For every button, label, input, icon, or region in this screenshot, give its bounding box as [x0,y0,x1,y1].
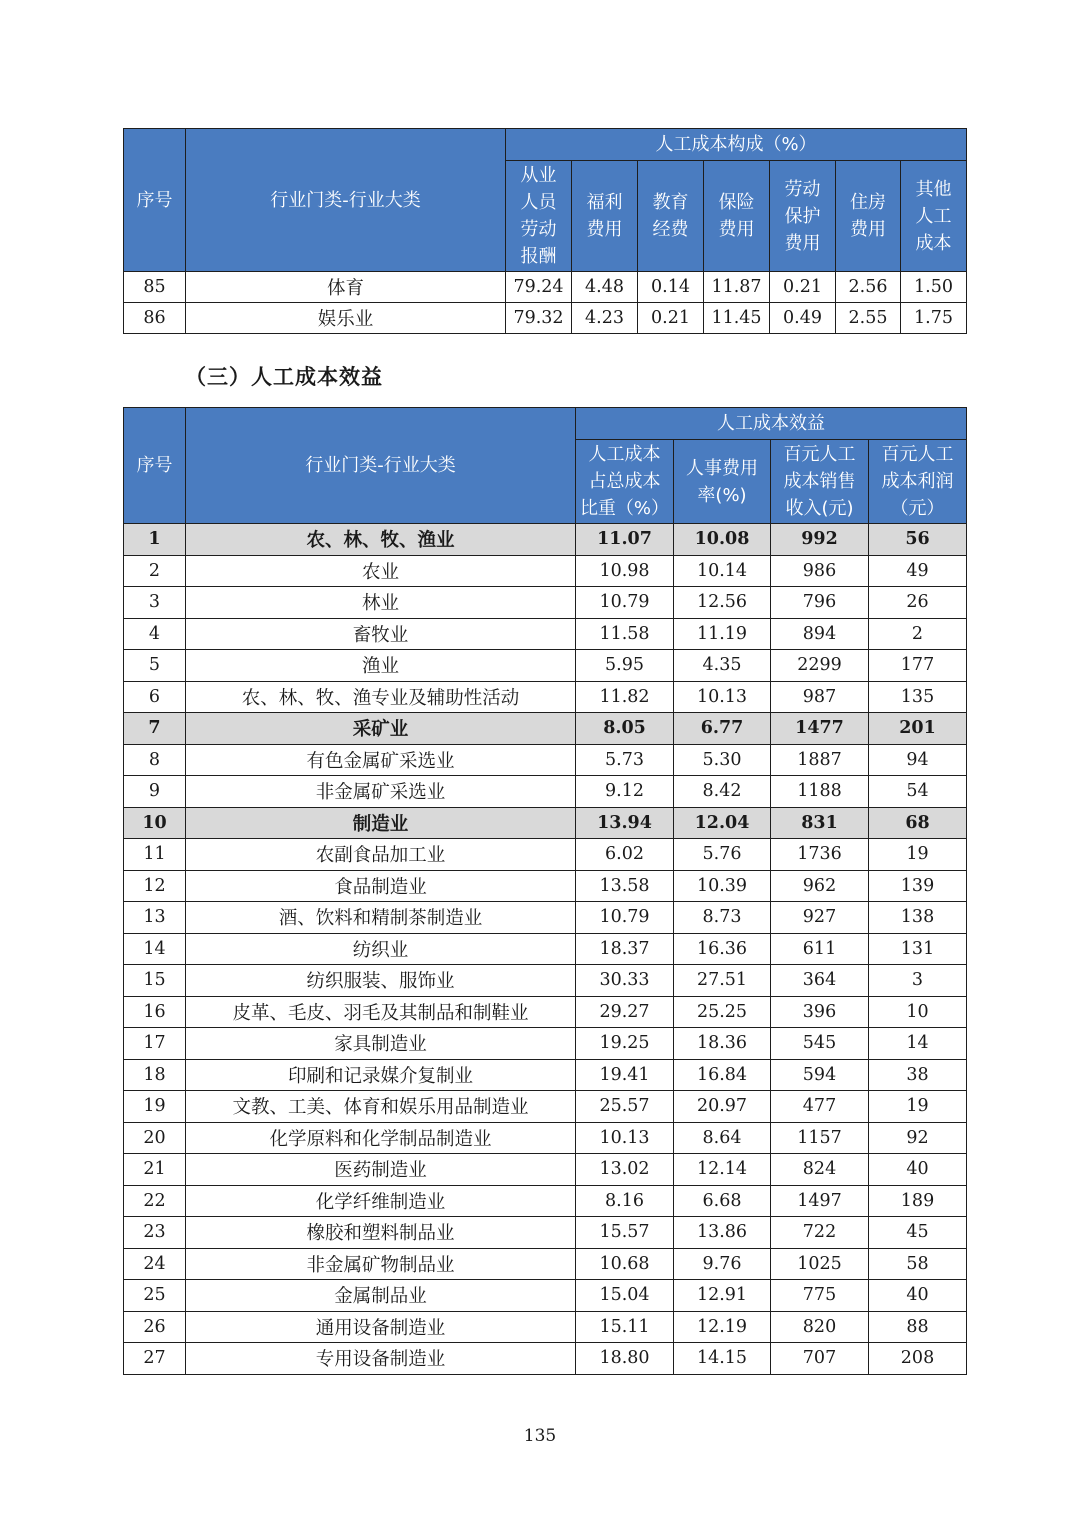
value-cell: 986 [771,555,869,587]
row-number: 9 [124,776,186,808]
value-cell: 9.76 [674,1248,771,1280]
value-cell: 545 [771,1028,869,1060]
header-col: 教育 经费 [638,161,704,272]
header-col: 住房 费用 [836,161,901,272]
table-row [124,1091,967,1123]
table-row [124,744,967,776]
value-cell: 11.07 [576,524,674,556]
industry-name: 制造业 [186,807,576,839]
table-row [124,1311,967,1343]
value-cell: 8.05 [576,713,674,745]
row-number: 27 [124,1343,186,1375]
value-cell: 0.49 [770,303,836,334]
value-cell: 5.76 [674,839,771,871]
value-cell: 8.73 [674,902,771,934]
value-cell: 6.68 [674,1185,771,1217]
value-cell: 0.14 [638,272,704,303]
value-cell: 79.24 [506,272,572,303]
industry-name: 农业 [186,555,576,587]
industry-name: 畜牧业 [186,618,576,650]
value-cell: 8.64 [674,1122,771,1154]
value-cell: 79.32 [506,303,572,334]
value-cell: 10.79 [576,587,674,619]
industry-name: 通用设备制造业 [186,1311,576,1343]
value-cell: 208 [869,1343,967,1375]
row-number: 16 [124,996,186,1028]
value-cell: 10 [869,996,967,1028]
value-cell: 11.87 [704,272,770,303]
value-cell: 0.21 [770,272,836,303]
row-number: 21 [124,1154,186,1186]
value-cell: 1477 [771,713,869,745]
value-cell: 831 [771,807,869,839]
value-cell: 2.56 [836,272,901,303]
value-cell: 1736 [771,839,869,871]
value-cell: 4.35 [674,650,771,682]
value-cell: 16.84 [674,1059,771,1091]
row-number: 17 [124,1028,186,1060]
header-col: 福利 费用 [572,161,638,272]
value-cell: 1.50 [901,272,967,303]
value-cell: 40 [869,1280,967,1312]
section-title: （三）人工成本效益 [185,365,383,389]
value-cell: 2.55 [836,303,901,334]
value-cell: 1025 [771,1248,869,1280]
header-col: 人工成本 占总成本 比重（%） [576,440,674,524]
value-cell: 14 [869,1028,967,1060]
value-cell: 49 [869,555,967,587]
industry-name: 化学原料和化学制品制造业 [186,1122,576,1154]
value-cell: 10.39 [674,870,771,902]
row-number: 12 [124,870,186,902]
value-cell: 824 [771,1154,869,1186]
table-row [124,902,967,934]
industry-name: 化学纤维制造业 [186,1185,576,1217]
table-row [124,996,967,1028]
table-row [124,776,967,808]
table-row [124,713,967,745]
value-cell: 364 [771,965,869,997]
value-cell: 13.86 [674,1217,771,1249]
value-cell: 4.48 [572,272,638,303]
value-cell: 19 [869,839,967,871]
table-row [124,555,967,587]
table-row [124,1154,967,1186]
value-cell: 12.14 [674,1154,771,1186]
table-row [124,1343,967,1375]
value-cell: 10.79 [576,902,674,934]
row-number: 86 [124,303,186,334]
industry-name: 采矿业 [186,713,576,745]
industry-name: 食品制造业 [186,870,576,902]
table-row [124,1248,967,1280]
value-cell: 1.75 [901,303,967,334]
industry-name: 酒、饮料和精制茶制造业 [186,902,576,934]
value-cell: 477 [771,1091,869,1123]
value-cell: 5.30 [674,744,771,776]
row-number: 6 [124,681,186,713]
industry-name: 渔业 [186,650,576,682]
header-col: 百元人工 成本销售 收入(元) [771,440,869,524]
industry-name: 农副食品加工业 [186,839,576,871]
value-cell: 820 [771,1311,869,1343]
table-row [124,1059,967,1091]
row-number: 13 [124,902,186,934]
value-cell: 12.19 [674,1311,771,1343]
header-group: 人工成本构成（%） [506,129,967,161]
value-cell: 19 [869,1091,967,1123]
value-cell: 10.13 [576,1122,674,1154]
value-cell: 10.98 [576,555,674,587]
value-cell: 987 [771,681,869,713]
value-cell: 13.94 [576,807,674,839]
value-cell: 14.15 [674,1343,771,1375]
industry-name: 橡胶和塑料制品业 [186,1217,576,1249]
row-number: 85 [124,272,186,303]
value-cell: 11.45 [704,303,770,334]
value-cell: 12.91 [674,1280,771,1312]
value-cell: 6.77 [674,713,771,745]
table-row [124,839,967,871]
value-cell: 45 [869,1217,967,1249]
value-cell: 8.16 [576,1185,674,1217]
industry-name: 纺织业 [186,933,576,965]
industry-name: 农、林、牧、渔业 [186,524,576,556]
table-row [124,1028,967,1060]
industry-name: 林业 [186,587,576,619]
value-cell: 611 [771,933,869,965]
header-col: 百元人工 成本利润 （元） [869,440,967,524]
value-cell: 2 [869,618,967,650]
row-number: 10 [124,807,186,839]
value-cell: 10.13 [674,681,771,713]
labor-cost-composition-table [123,128,967,334]
value-cell: 962 [771,870,869,902]
table-row [124,807,967,839]
row-number: 22 [124,1185,186,1217]
labor-cost-efficiency-table [123,407,967,1375]
value-cell: 189 [869,1185,967,1217]
industry-name: 非金属矿物制品业 [186,1248,576,1280]
value-cell: 131 [869,933,967,965]
value-cell: 18.36 [674,1028,771,1060]
header-industry: 行业门类-行业大类 [186,129,506,272]
value-cell: 25.25 [674,996,771,1028]
value-cell: 15.11 [576,1311,674,1343]
value-cell: 707 [771,1343,869,1375]
table-row [124,618,967,650]
value-cell: 10.08 [674,524,771,556]
value-cell: 56 [869,524,967,556]
industry-name: 家具制造业 [186,1028,576,1060]
value-cell: 775 [771,1280,869,1312]
value-cell: 594 [771,1059,869,1091]
header-industry: 行业门类-行业大类 [186,408,576,524]
table-row [124,303,967,334]
value-cell: 18.80 [576,1343,674,1375]
industry-name: 文教、工美、体育和娱乐用品制造业 [186,1091,576,1123]
table-row [124,272,967,303]
value-cell: 396 [771,996,869,1028]
value-cell: 16.36 [674,933,771,965]
row-number: 7 [124,713,186,745]
value-cell: 5.95 [576,650,674,682]
value-cell: 3 [869,965,967,997]
industry-name: 非金属矿采选业 [186,776,576,808]
row-number: 11 [124,839,186,871]
table-row [124,933,967,965]
row-number: 14 [124,933,186,965]
table-row [124,1185,967,1217]
industry-name: 农、林、牧、渔专业及辅助性活动 [186,681,576,713]
value-cell: 796 [771,587,869,619]
row-number: 24 [124,1248,186,1280]
row-number: 3 [124,587,186,619]
table-row [124,587,967,619]
value-cell: 12.04 [674,807,771,839]
value-cell: 54 [869,776,967,808]
row-number: 19 [124,1091,186,1123]
value-cell: 9.12 [576,776,674,808]
row-number: 5 [124,650,186,682]
value-cell: 12.56 [674,587,771,619]
value-cell: 94 [869,744,967,776]
value-cell: 19.25 [576,1028,674,1060]
value-cell: 722 [771,1217,869,1249]
row-number: 23 [124,1217,186,1249]
value-cell: 1157 [771,1122,869,1154]
industry-name: 有色金属矿采选业 [186,744,576,776]
header-col: 劳动 保护 费用 [770,161,836,272]
header-group: 人工成本效益 [576,408,967,440]
value-cell: 1188 [771,776,869,808]
table-row [124,870,967,902]
value-cell: 29.27 [576,996,674,1028]
value-cell: 13.58 [576,870,674,902]
header-col: 其他 人工 成本 [901,161,967,272]
value-cell: 15.57 [576,1217,674,1249]
row-number: 18 [124,1059,186,1091]
row-number: 2 [124,555,186,587]
table-row [124,1122,967,1154]
value-cell: 26 [869,587,967,619]
table-row [124,1217,967,1249]
value-cell: 18.37 [576,933,674,965]
value-cell: 6.02 [576,839,674,871]
value-cell: 1497 [771,1185,869,1217]
table-row [124,1280,967,1312]
row-number: 8 [124,744,186,776]
value-cell: 5.73 [576,744,674,776]
header-col: 从业 人员 劳动 报酬 [506,161,572,272]
value-cell: 4.23 [572,303,638,334]
table-row [124,650,967,682]
table-row [124,524,967,556]
industry-name: 金属制品业 [186,1280,576,1312]
value-cell: 38 [869,1059,967,1091]
value-cell: 13.02 [576,1154,674,1186]
value-cell: 1887 [771,744,869,776]
value-cell: 25.57 [576,1091,674,1123]
value-cell: 11.82 [576,681,674,713]
header-col: 人事费用 率(%) [674,440,771,524]
value-cell: 927 [771,902,869,934]
industry-name: 皮革、毛皮、羽毛及其制品和制鞋业 [186,996,576,1028]
value-cell: 992 [771,524,869,556]
header-seq: 序号 [124,408,186,524]
industry-name: 专用设备制造业 [186,1343,576,1375]
value-cell: 11.19 [674,618,771,650]
industry-name: 医药制造业 [186,1154,576,1186]
industry-name: 印刷和记录媒介复制业 [186,1059,576,1091]
value-cell: 15.04 [576,1280,674,1312]
value-cell: 92 [869,1122,967,1154]
value-cell: 58 [869,1248,967,1280]
value-cell: 894 [771,618,869,650]
value-cell: 201 [869,713,967,745]
value-cell: 0.21 [638,303,704,334]
value-cell: 68 [869,807,967,839]
value-cell: 27.51 [674,965,771,997]
row-number: 1 [124,524,186,556]
value-cell: 30.33 [576,965,674,997]
industry-name: 纺织服装、服饰业 [186,965,576,997]
value-cell: 11.58 [576,618,674,650]
row-number: 26 [124,1311,186,1343]
table-row [124,965,967,997]
industry-name: 娱乐业 [186,303,506,334]
value-cell: 88 [869,1311,967,1343]
value-cell: 2299 [771,650,869,682]
value-cell: 135 [869,681,967,713]
value-cell: 10.68 [576,1248,674,1280]
table-row [124,681,967,713]
value-cell: 19.41 [576,1059,674,1091]
value-cell: 10.14 [674,555,771,587]
industry-name: 体育 [186,272,506,303]
row-number: 15 [124,965,186,997]
row-number: 20 [124,1122,186,1154]
value-cell: 20.97 [674,1091,771,1123]
row-number: 25 [124,1280,186,1312]
value-cell: 139 [869,870,967,902]
value-cell: 177 [869,650,967,682]
header-seq: 序号 [124,129,186,272]
value-cell: 40 [869,1154,967,1186]
value-cell: 8.42 [674,776,771,808]
value-cell: 138 [869,902,967,934]
row-number: 4 [124,618,186,650]
header-col: 保险 费用 [704,161,770,272]
page-number: 135 [523,1426,557,1446]
